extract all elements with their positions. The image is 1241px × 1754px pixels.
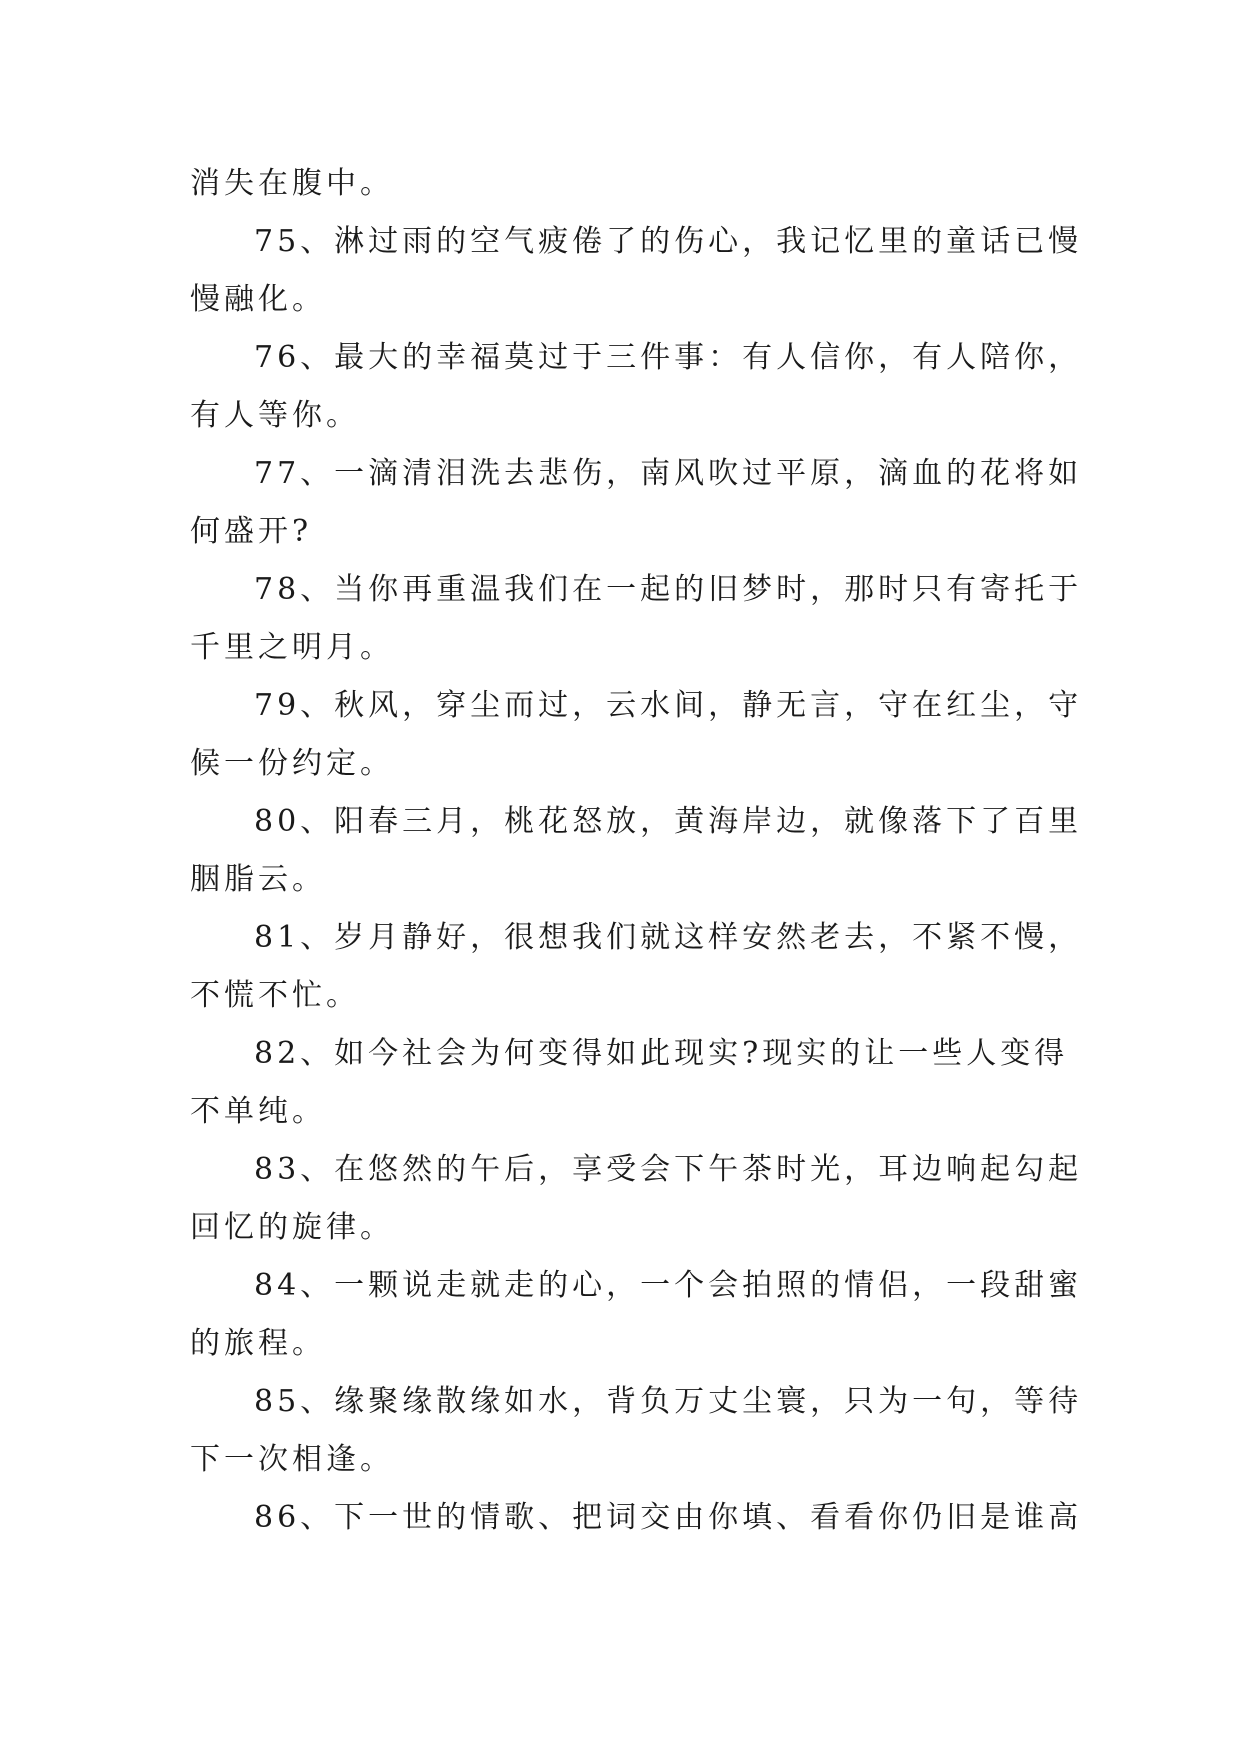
paragraph-77-line-1: 77、一滴清泪洗去悲伤，南风吹过平原，滴血的花将如 bbox=[254, 456, 1083, 491]
paragraph-85-line-2: 下一次相逢。 bbox=[190, 1442, 394, 1477]
paragraph-79-line-2: 候一份约定。 bbox=[190, 746, 394, 781]
paragraph-86-line-1: 86、下一世的情歌、把词交由你填、看看你仍旧是谁高 bbox=[254, 1500, 1083, 1535]
paragraph-84-line-1: 84、一颗说走就走的心，一个会拍照的情侣，一段甜蜜 bbox=[254, 1268, 1083, 1303]
document-body bbox=[190, 155, 1083, 1547]
paragraph-83-line-2: 回忆的旋律。 bbox=[190, 1210, 394, 1245]
paragraph-81-line-1: 81、岁月静好，很想我们就这样安然老去，不紧不慢， bbox=[254, 920, 1083, 955]
paragraph-75-line-1: 75、淋过雨的空气疲倦了的伤心，我记忆里的童话已慢 bbox=[254, 224, 1083, 259]
paragraph-78-line-2: 千里之明月。 bbox=[190, 630, 394, 665]
paragraph-80-line-2: 胭脂云。 bbox=[190, 862, 326, 897]
paragraph-79-line-1: 79、秋风，穿尘而过，云水间，静无言，守在红尘，守 bbox=[254, 688, 1083, 723]
paragraph-77-line-2: 何盛开? bbox=[190, 514, 313, 549]
paragraph-81-line-2: 不慌不忙。 bbox=[190, 978, 360, 1013]
paragraph-84-line-2: 的旅程。 bbox=[190, 1326, 326, 1361]
paragraph-83-line-1: 83、在悠然的午后，享受会下午茶时光，耳边响起勾起 bbox=[254, 1152, 1083, 1187]
text-line: 消失在腹中。 bbox=[190, 166, 394, 201]
paragraph-82-line-1: 82、如今社会为何变得如此现实?现实的让一些人变得 bbox=[254, 1036, 1069, 1071]
paragraph-85-line-1: 85、缘聚缘散缘如水，背负万丈尘寰，只为一句，等待 bbox=[254, 1384, 1083, 1419]
paragraph-78-line-1: 78、当你再重温我们在一起的旧梦时，那时只有寄托于 bbox=[254, 572, 1083, 607]
paragraph-76-line-2: 有人等你。 bbox=[190, 398, 360, 433]
paragraph-76-line-1: 76、最大的幸福莫过于三件事：有人信你，有人陪你， bbox=[254, 340, 1083, 375]
paragraph-80-line-1: 80、阳春三月，桃花怒放，黄海岸边，就像落下了百里 bbox=[254, 804, 1083, 839]
paragraph-82-line-2: 不单纯。 bbox=[190, 1094, 326, 1129]
paragraph-75-line-2: 慢融化。 bbox=[190, 282, 326, 317]
